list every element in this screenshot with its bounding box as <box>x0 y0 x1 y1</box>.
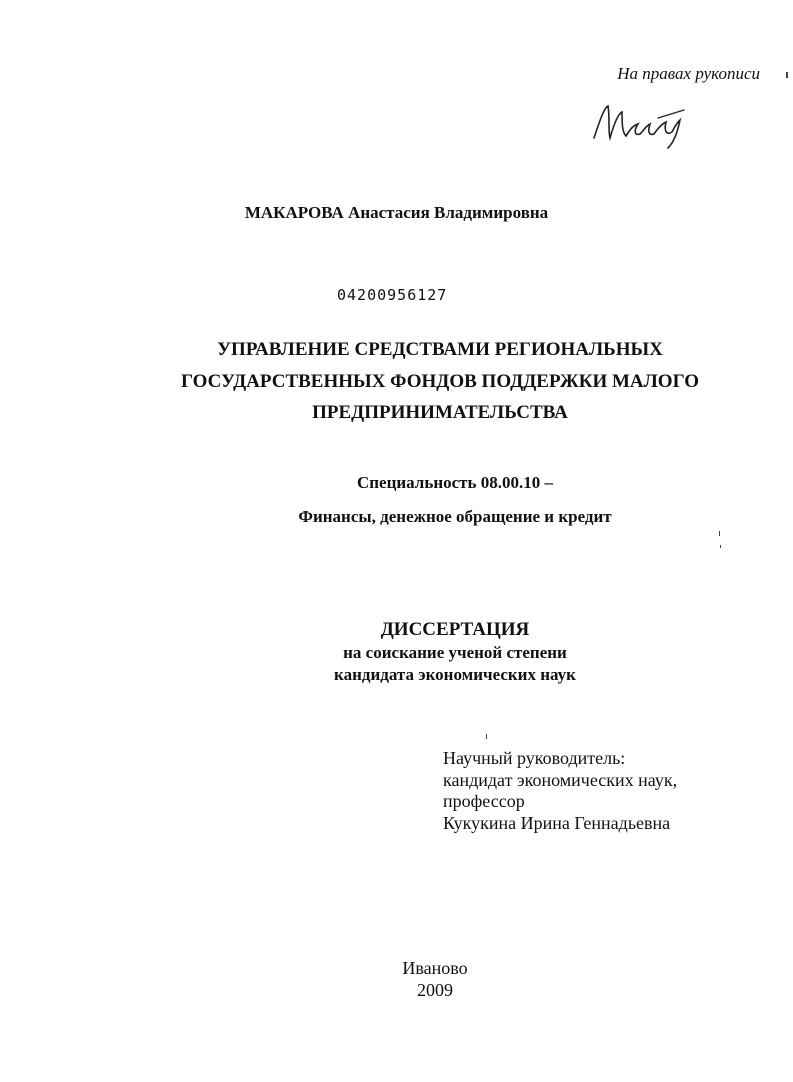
degree-line: на соискание ученой степени <box>343 643 567 662</box>
scan-speck <box>720 545 721 548</box>
catalog-number: 04200956127 <box>337 286 448 304</box>
title-line: УПРАВЛЕНИЕ СРЕДСТВАМИ РЕГИОНАЛЬНЫХ <box>217 339 663 360</box>
supervisor-degree: кандидат экономических наук, <box>443 769 678 790</box>
city: Иваново <box>402 958 468 978</box>
manuscript-rights-note: На правах рукописи <box>617 64 760 83</box>
specialty-code: Специальность 08.00.10 – <box>356 473 554 492</box>
document-type: ДИССЕРТАЦИЯ <box>380 619 530 640</box>
degree-line: кандидата экономических наук <box>334 665 576 684</box>
signature-stroke <box>588 100 698 150</box>
title-line: ПРЕДПРИНИМАТЕЛЬСТВА <box>312 402 568 423</box>
specialty-name: Финансы, денежное обращение и кредит <box>298 507 612 526</box>
supervisor-name: Кукукина Ирина Геннадьевна <box>443 813 671 834</box>
dissertation-title <box>120 334 760 429</box>
supervisor-label: Научный руководитель: <box>443 748 626 768</box>
scan-speck <box>786 72 788 78</box>
scan-speck <box>486 734 487 739</box>
year: 2009 <box>417 980 453 1000</box>
title-line: ГОСУДАРСТВЕННЫХ ФОНДОВ ПОДДЕРЖКИ МАЛОГО <box>180 370 699 392</box>
supervisor-block <box>443 748 677 835</box>
author-name: МАКАРОВА Анастасия Владимировна <box>244 203 549 222</box>
supervisor-rank: профессор <box>443 791 525 812</box>
handwritten-signature <box>588 100 698 150</box>
scan-speck <box>719 531 720 536</box>
